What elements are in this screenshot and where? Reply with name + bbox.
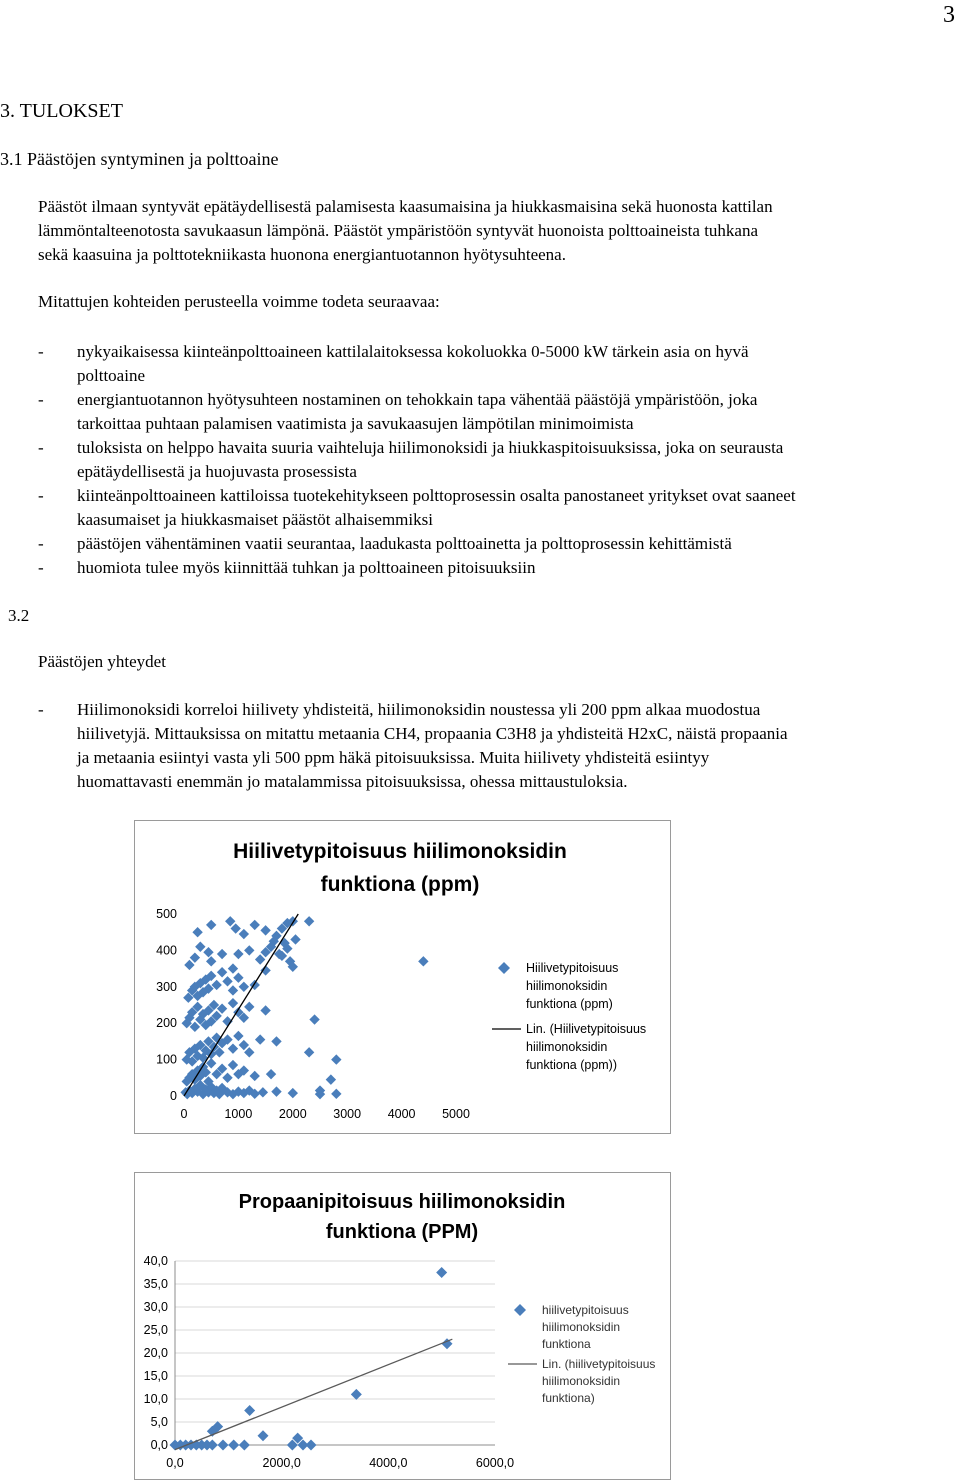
list-item-line: epätäydellisestä ja huojuvasta prosessista bbox=[77, 462, 357, 481]
findings-list: - nykyaikaisessa kiinteänpolttoaineen kattilalaitoksessa kokoluokka 0-5000 kW tärkein asia on hyvä polttoaine - energiantuotannon hyötysuhteen nostaminen on tehokkain tapa vähentää päästöjä ympäristöön, joka tarkoittaa puhtaan palamisen vaatimista ja savukaasujen lämpötilan minimoimista - tuloksista on helppo havaita suuria vaihteluja hiilimonoksidi ja hiukkaspitoisuuksissa, joka on seurausta epätäydellisestä ja huojuvasta prosessista - kiinteänpolttoaineen kattiloissa tuotekehitykseen polttoprosessin osalta panostaneet yritykset ovat saaneet kaasumaiset ja hiukkasmaiset päästöt alhaisemmiksi - päästöjen vähentäminen vaatii seurantaa, laadukasta polttoainetta ja polttoprosessin kehittämistä - huomiota tulee myös kiinnittää tuhkan ja polttoaineen pitoisuuksiin bbox=[0, 340, 960, 580]
section-heading: 3. TULOKSET bbox=[0, 100, 123, 122]
x-tick-label: 4000 bbox=[387, 1107, 416, 1121]
list-item-line: kaasumaiset ja hiukkasmaiset päästöt alhaisemmiksi bbox=[77, 510, 433, 529]
intro-paragraph bbox=[38, 195, 773, 267]
chart-hydrocarbon-svg bbox=[135, 821, 670, 1133]
legend-marker bbox=[498, 962, 510, 974]
x-tick-label: 1000 bbox=[224, 1107, 253, 1121]
data-point bbox=[304, 1047, 314, 1057]
y-tick-label: 10,0 bbox=[143, 1392, 168, 1406]
data-point bbox=[250, 1071, 260, 1081]
list-item-line: kiinteänpolttoaineen kattiloissa tuotekehitykseen polttoprosessin osalta panostaneet yritykset ovat saaneet bbox=[77, 486, 796, 505]
data-point bbox=[217, 967, 227, 977]
list-item-line: huomattavasti enemmän jo matalammissa pitoisuuksissa, ohessa mittaustuloksia. bbox=[77, 772, 628, 791]
list-item-line: nykyaikaisessa kiinteänpolttoaineen kattilalaitoksessa kokoluokka 0-5000 kW tärkein asia on hyvä bbox=[77, 342, 749, 361]
list-item: - Hiilimonoksidi korreloi hiilivety yhdisteitä, hiilimonoksidin noustessa yli 200 ppm alkaa muodostua hiilivetyjä. Mittauksissa on mitattu metaania CH4, propaania C3H8 ja yhdisteitä H2xC, näistä propaania ja metaania esiintyi vasta yli 500 ppm häkä pitoisuuksissa. Muita hiilivety yhdisteitä esiintyy huomattavasti enemmän jo matalammissa pitoisuuksissa, ohessa mittaustuloksia. bbox=[0, 698, 960, 798]
y-tick-label: 300 bbox=[156, 979, 177, 994]
data-point bbox=[244, 1047, 254, 1057]
data-point bbox=[271, 1036, 281, 1046]
legend-marker bbox=[514, 1304, 526, 1316]
data-point bbox=[184, 960, 194, 970]
data-point bbox=[306, 1440, 317, 1451]
data-point bbox=[228, 1060, 238, 1070]
legend-label: hiilimonoksidin bbox=[526, 1040, 608, 1054]
x-tick-label: 4000,0 bbox=[369, 1456, 408, 1470]
data-point bbox=[331, 1089, 341, 1099]
paragraph-line: sekä kaasuina ja polttotekniikasta huonona energiantuotannon hyötysuhteena. bbox=[38, 245, 566, 264]
data-point bbox=[228, 1440, 239, 1451]
data-point bbox=[258, 1430, 269, 1441]
data-point bbox=[244, 1405, 255, 1416]
x-tick-label: 3000 bbox=[333, 1107, 362, 1121]
legend-label: funktiona) bbox=[542, 1391, 595, 1405]
legend-label: Lin. (hiilivetypitoisuus bbox=[542, 1357, 656, 1371]
data-point bbox=[218, 1440, 229, 1451]
data-point bbox=[244, 945, 254, 955]
data-point bbox=[203, 947, 213, 957]
list-item-line: hiilivetyjä. Mittauksissa on mitattu metaania CH4, propaania C3H8 ja yhdisteitä H2xC, näistä propaania bbox=[77, 724, 788, 743]
y-tick-label: 0,0 bbox=[150, 1438, 168, 1452]
x-tick-label: 6000,0 bbox=[475, 1456, 515, 1470]
list-item-line: Hiilimonoksidi korreloi hiilivety yhdisteitä, hiilimonoksidin noustessa yli 200 ppm alkaa muodostua bbox=[77, 700, 761, 719]
x-tick-label: 2000,0 bbox=[262, 1456, 301, 1470]
data-point bbox=[260, 925, 270, 935]
paragraph-line: Päästöt ilmaan syntyvät epätäydellisestä palamisesta kaasumaisina ja hiukkasmaisina sekä huonosta kattilan bbox=[38, 197, 773, 216]
data-point bbox=[331, 1054, 341, 1064]
data-point bbox=[326, 1074, 336, 1084]
data-point bbox=[233, 1031, 243, 1041]
data-point bbox=[228, 998, 238, 1008]
x-tick-label: 0 bbox=[180, 1107, 188, 1121]
data-point bbox=[260, 1005, 270, 1015]
data-point bbox=[222, 1073, 232, 1083]
y-tick-label: 5,0 bbox=[150, 1415, 168, 1429]
data-point bbox=[228, 985, 238, 995]
chart-title: funktiona (PPM) bbox=[325, 1221, 479, 1243]
data-point bbox=[206, 920, 216, 930]
legend-label: hiilimonoksidin bbox=[526, 979, 608, 993]
subsection-heading: 3.1 Päästöjen syntyminen ja polttoaine bbox=[0, 149, 279, 169]
data-point bbox=[271, 1086, 281, 1096]
data-point bbox=[258, 1087, 268, 1097]
data-point bbox=[239, 929, 249, 939]
data-point bbox=[233, 949, 243, 959]
x-tick-label: 5000 bbox=[442, 1107, 470, 1121]
legend-label: hiilimonoksidin bbox=[542, 1320, 621, 1334]
y-tick-label: 0 bbox=[170, 1089, 177, 1103]
y-tick-label: 15,0 bbox=[143, 1369, 168, 1383]
chart-title: Hiilivetypitoisuus hiilimonoksidin bbox=[233, 840, 567, 863]
data-point bbox=[192, 927, 202, 937]
data-point bbox=[217, 949, 227, 959]
chart-hydrocarbon bbox=[134, 820, 671, 1134]
data-point bbox=[255, 1034, 265, 1044]
data-point bbox=[250, 920, 260, 930]
data-point bbox=[266, 1069, 276, 1079]
chart-title: funktiona (ppm) bbox=[320, 873, 480, 896]
data-point bbox=[304, 916, 314, 926]
data-point bbox=[239, 1440, 250, 1451]
y-tick-label: 35,0 bbox=[143, 1277, 168, 1291]
list-item-line: päästöjen vähentäminen vaatii seurantaa, laadukasta polttoainetta ja polttoprosessin kehittämistä bbox=[77, 534, 732, 553]
subsection-number: 3.2 bbox=[8, 606, 30, 625]
data-point bbox=[228, 963, 238, 973]
data-point bbox=[418, 956, 428, 966]
chart-propane bbox=[134, 1172, 671, 1480]
data-point bbox=[230, 923, 240, 933]
legend-label: Hiilivetypitoisuus bbox=[526, 961, 619, 975]
y-tick-label: 500 bbox=[156, 907, 177, 921]
data-point bbox=[190, 952, 200, 962]
y-tick-label: 30,0 bbox=[143, 1300, 168, 1314]
list-item-line: tarkoittaa puhtaan palamisen vaatimista ja savukaasujen lämpötilan minimoimista bbox=[77, 414, 634, 433]
y-tick-label: 40,0 bbox=[143, 1254, 168, 1268]
list-item-line: tuloksista on helppo havaita suuria vaihteluja hiilimonoksidi ja hiukkaspitoisuuksissa, joka on seurausta bbox=[77, 438, 784, 457]
data-point bbox=[195, 942, 205, 952]
y-tick-label: 100 bbox=[156, 1052, 177, 1067]
findings-intro: Mitattujen kohteiden perusteella voimme todeta seuraavaa: bbox=[38, 292, 440, 311]
data-point bbox=[239, 1040, 249, 1050]
data-point bbox=[228, 1043, 238, 1053]
legend-label: funktiona (ppm) bbox=[526, 997, 613, 1011]
list-item-line: polttoaine bbox=[77, 366, 145, 385]
list-item-line: huomiota tulee myös kiinnittää tuhkan ja polttoaineen pitoisuuksiin bbox=[77, 558, 536, 577]
data-point bbox=[244, 1002, 254, 1012]
list-item-line: ja metaania esiintyi vasta yli 500 ppm häkä pitoisuuksissa. Muita hiilivety yhdisteitä esiintyy bbox=[77, 748, 710, 767]
x-tick-label: 0,0 bbox=[166, 1456, 184, 1470]
y-tick-label: 200 bbox=[156, 1016, 177, 1031]
data-point bbox=[233, 973, 243, 983]
data-point bbox=[288, 1088, 298, 1098]
data-point bbox=[225, 916, 235, 926]
chart-propane-svg bbox=[135, 1173, 670, 1479]
subsection-title: Päästöjen yhteydet bbox=[38, 652, 166, 671]
data-point bbox=[436, 1267, 447, 1278]
page-number: 3 bbox=[943, 2, 955, 28]
legend-label: Lin. (Hiilivetypitoisuus bbox=[526, 1022, 647, 1036]
data-point bbox=[239, 982, 249, 992]
legend-label: hiilivetypitoisuus bbox=[542, 1303, 629, 1317]
data-point bbox=[206, 956, 216, 966]
legend-label: hiilimonoksidin bbox=[542, 1374, 621, 1388]
list-item-line: energiantuotannon hyötysuhteen nostaminen on tehokkain tapa vähentää päästöjä ympäristöön, joka bbox=[77, 390, 758, 409]
paragraph-line: lämmöntalteenotosta savukaasun lämpönä. Päästöt ympäristöön syntyvät huonoista polttoaineista tuhkana bbox=[38, 221, 759, 240]
chart-title: Propaanipitoisuus hiilimonoksidin bbox=[238, 1191, 566, 1213]
x-tick-label: 2000 bbox=[278, 1107, 307, 1121]
data-point bbox=[290, 934, 300, 944]
data-point bbox=[309, 1014, 319, 1024]
data-point bbox=[222, 976, 232, 986]
data-point bbox=[351, 1389, 362, 1400]
y-tick-label: 400 bbox=[156, 943, 177, 958]
legend-label: funktiona (ppm)) bbox=[526, 1058, 618, 1072]
y-tick-label: 20,0 bbox=[143, 1346, 168, 1360]
data-point bbox=[255, 954, 265, 964]
trendline bbox=[175, 1339, 452, 1449]
legend-label: funktiona bbox=[542, 1337, 591, 1351]
y-tick-label: 25,0 bbox=[143, 1323, 168, 1337]
